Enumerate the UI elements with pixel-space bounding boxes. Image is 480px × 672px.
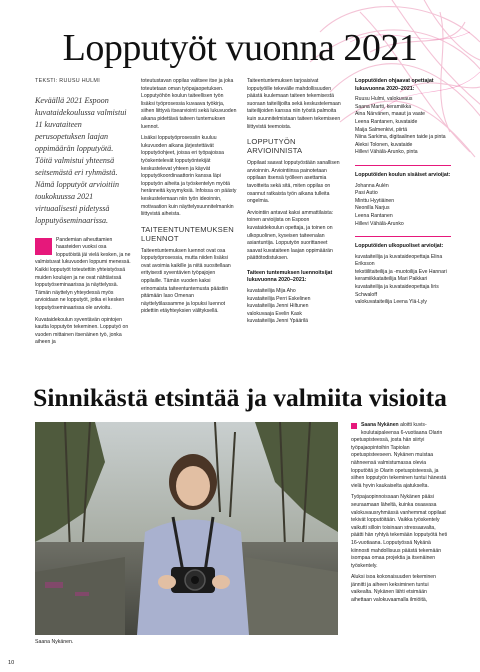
article-column-4 [355,78,451,311]
paragraph: Taiteentuntemuksen tarjoaisivat lopputyöille tekevälle mahdollisuuden päästä kuulemaan taiteen tekemisestä suoraan taiteilijoilta sekä keskustelemaan taiteilijoiden kanssa niin työstä palmoita kuin suunnitelmistaan taiteen tekemiseen liittyvistä teemoista. [247,78,341,130]
divider [355,165,451,166]
article-column-1 [35,78,131,351]
section-heading: TAITEENTUNTEMUKSEN LUENNOT [141,224,234,243]
photo-caption: Saana Nykänen. [35,639,74,645]
paragraph: Lisäksi lopputyöprosessiin kuuluu lukuvuoden aikana järjestettävät lopputyöohjeet, joissa eri työpajoissa työskentelevät lopputyöntekijät keskustelevat yhteen ja käyvät lopputyökoordinaattorin kanssa läpi lopputyön aiheita ja työskentelyn myötä heränneitä kysymyksiä. Infoissa on päästy keskustelemaan niin työn ideoinnin, motivaation kuin näyttelysuunnitelmankin liittyvistä aiheista. [141,135,237,218]
paragraph: toteutustavan oppilas valitsee itse ja joka toteutetaan oman työpajaopetuksen. Lopputyöhön koulun taiteellisen työn lisäksi työprosessia kuvaava työkirja, siihen liittyvä itsearviointi sekä lukuvuoden aikana pidettävä taiteen tuntemuksen luennot. [141,78,237,130]
paragraph: Kuvataidekoulun syventävän opintojen kautta lopputyön tekeminen. Lopputyö on vuoden mittainen itsenäinen työ, jonka aiheen ja [35,316,129,346]
article-column-2 [141,78,237,320]
dropcap-marker [351,423,357,429]
paragraph: Saana Nykänen aloitti kuvis-koulutaipaleensa 6-vuotiaana Olarin opetuspisteessä, josta hän siirtyi työpajaopintoihin Tapiolan opetuspisteeseen. Nykänen muistaa nähneensä valmistumassa olevia lopputöitä jo Olarin opetuspisteessä, ja siihen lopputyön tekeminen tuntui hänestä vielä hyvin kaukaiselta ajatukselta. [351,422,447,489]
paragraph: Työpajaopinnoissaan Nykänen pääsi seuraamaan läheltä, kuinka osaavasa valokuvausryhmässä vanhemmat oppilaat tekivät lopputöitään. Vaikka työskentely vaikutti silloin toisinaan stressaavalta, päätti hän ryhtyä tekemään lopputyötä heti 16-vuotiaana. Lopputyössä Nykänä kiinnosti mahdollisuus päästä tekemään isompaa omaa projektia ja itsenäinen työskentely. [351,494,447,569]
paragraph: Aluksi isoa kokonaisuuden tekeminen jännitti ja aiheen keksiminen tuntui vaikealta. Nykänen lähti etsimään aihettaan valokuvaamalla ilmiöitä, [351,574,436,604]
internal-reviewers-heading: Lopputöiden koulun sisäiset arvioijat: [355,171,451,178]
page-number: 10 [8,660,15,666]
article-column-3 [247,78,343,330]
page-title: Lopputyöt vuonna 2021 [62,27,418,69]
external-reviewers-heading: Lopputöiden ulkopuoliset arvioijat: [355,243,444,250]
divider [355,236,451,237]
dropcap-marker [35,238,52,255]
portrait-photo [35,422,338,635]
paragraph: Oppilaat saavat lopputyöstään sanallisen arvioinnin. Arviointiinsa painotetaan oppilaan itsensä työlleen asettamia tavoitteita sekä sitä, miten oppilas on osannut ratkaista työn aikana tulleita ongelmia. [247,160,340,205]
paragraph: Arviointiin antavat kaksi ammattilaista: toinen arvioijista on Espoon kuvataidekoulun opettaja, ja toinen on ulkopuolinen, kyseisen taiteenalan asiantuntija. Lopputyön suorittaneet saavat kuvataiteen laajan oppimäärän päättötodistuksen. [247,209,334,262]
subject-name: Saana Nykänen [361,422,399,428]
paragraph: Taiteentuntemuksen luennot ovat osa lopputyöprosessia, mutta niiden lisäksi ovat avoimia kaikille ja niitä suositellaan erityisesti syventävien työpajojen oppilaille. Tämän vuoden kaksi erinomaista taiteentuntemusta päästiin pitämään Iaso Omenan näyttelytilassamme ja lopuksi luennot pidettiin etäyhteyksien välityksellä. [141,247,231,315]
byline: TEKSTI: RUUSU HULMI [35,78,101,84]
feature-text-column [351,422,449,609]
teachers-heading: Lopputöiden ohjaavat opettajat lukuvuonna 2020–2021: [355,78,434,92]
lecturers-list: kuvataiteilija Mija Aho kuvataiteilija Perri Eskelinen kuvataiteilija Jenni Hiltunen valokuvaaja Evelin Kask kuvataiteilija Jenni Ypäärilä [247,288,311,325]
portrait-photo-illustration [35,422,338,635]
teachers-list: Ruusu Hulmi, valokuvaus Saana Martti, keramiikka Aina Närvänen, maaut ja vaate Leena Rantanen, kuvataide Maija Salmenkivi, piirtä Niina Sarkima, digitaalinen taide ja pinta Aleksi Tolonen, kuvataide Hillevi Vähälä-Arunko, pinta [355,96,446,156]
internal-reviewers-list: Johanna Aulén Pasi Autio Minttu Hyytiäinen Neonilla Narjus Leena Rantanen Hillevi Vähälä-Arunko [355,182,404,227]
feature-title: Sinnikästä etsintää ja valmiita visioita [33,383,447,412]
article-lede: Keväällä 2021 Espoon kuvataidekoulussa valmistui 11 kuvataiteen perusopetuksen laajan oppimäärän lopputyötä. Töitä valmistui yhteensä seitsemästä eri ryhmästä. Nämä lopputyöt arvioitiin toukokuussa 2021 virtuaalisesti pidetyssä lopputyöseminaarissa. [35,95,127,225]
paragraph: Pandemian aiheuttamien haasteiden vuoksi osa lopputöistä jäi vielä kesken, ja ne valmistuvat lukuvuoden loppumi menessä. Kaikki lopputyöt toteutettiin yhteistyössä muiden koulujen ja ne ovat nähtävissä lopputyöseminaarissa ja näyttelyssä. Tämän näyttelyn yhteydessä myös arvioidaan ne lopputyöt, jotka ei kesken lopputyöseminaarissa ole arvioitu. [35,236,131,311]
lecturers-heading: Taiteen tuntemuksen luennoitsijat lukuvuonna 2020–2021: [247,269,333,284]
section-heading: LOPPUTYÖN ARVIOINNISTA [247,137,303,156]
external-reviewers-list: kuvataiteilija ja kuvataideopettaja Elina Eriksson tekstiilitaiteilija ja -muotoilija Eve Hannari keramiikkataiteilija Mari Paikkari kuvataiteilija ja kuvataideopettaja Iiris Schwaloff valokuvataiteilija Leena Ylä-Lyly [355,253,447,306]
